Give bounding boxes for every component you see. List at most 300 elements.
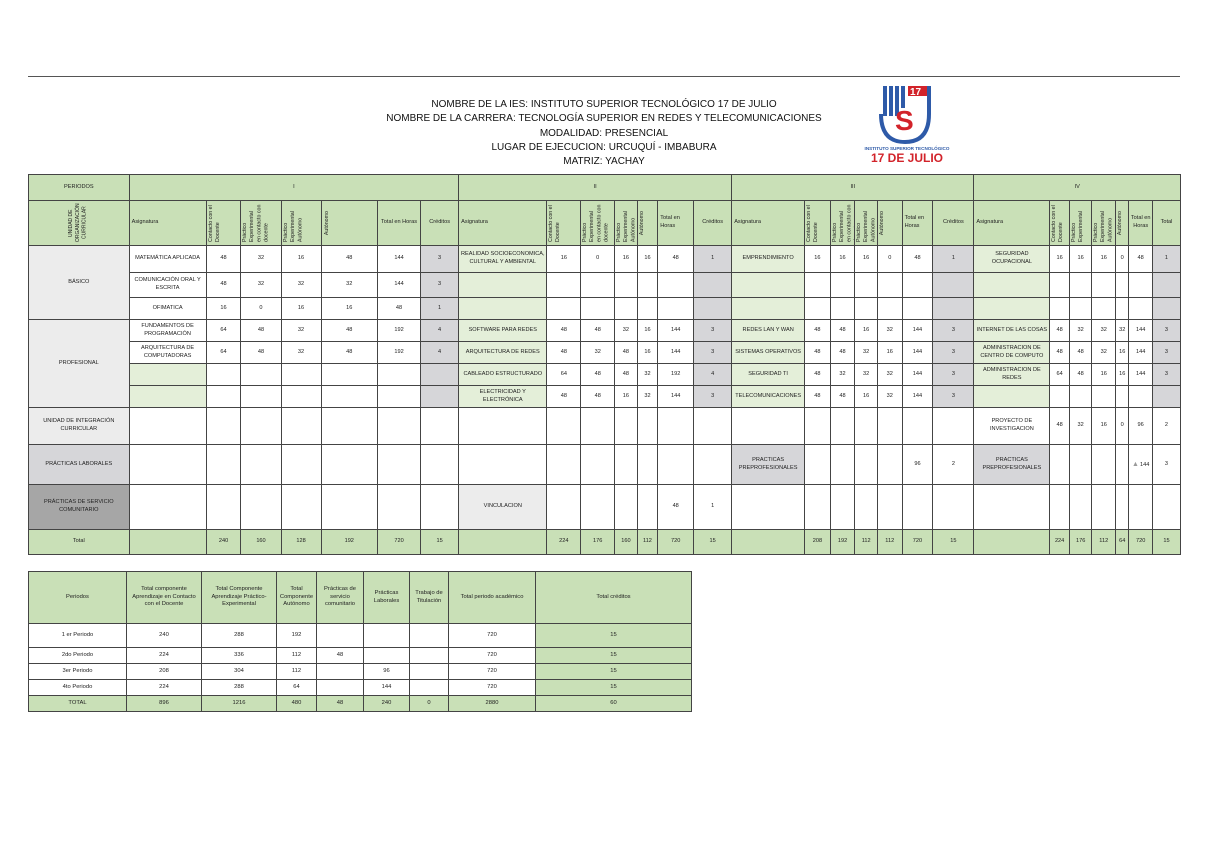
summary-cell: 15 [536, 648, 692, 664]
subject-cell: ADMINISTRACION DE CENTRO DE COMPUTO [974, 342, 1050, 364]
subject-cell: REDES LAN Y WAN [732, 320, 805, 342]
unit-practicas: PRÁCTICAS LABORALES [29, 445, 130, 485]
value-cell: 16 [615, 386, 638, 408]
total-cell: 160 [241, 530, 281, 555]
value-cell: 16 [1092, 364, 1116, 386]
subject-cell: COMUNICACIÓN ORAL Y ESCRITA [129, 273, 206, 298]
table-row [29, 485, 1181, 530]
value-cell: 48 [1069, 342, 1092, 364]
value-cell: 16 [281, 298, 321, 320]
value-cell: 192 [377, 342, 420, 364]
value-cell: 32 [241, 246, 281, 273]
subject-cell: REALIDAD SOCIOECONOMICA, CULTURAL Y AMBIENTAL [459, 246, 547, 273]
credit-cell: 3 [421, 273, 459, 298]
period-I: I [129, 175, 459, 201]
summary-cell: 15 [536, 664, 692, 680]
periods-row [29, 175, 1181, 201]
totals-row [29, 530, 1181, 555]
value-cell: 32 [877, 364, 902, 386]
value-cell: 144 [902, 320, 933, 342]
summary-cell: 2do Periodo [29, 648, 127, 664]
period-IV: IV [974, 175, 1181, 201]
total-cell: 112 [1092, 530, 1116, 555]
value-cell: 32 [637, 364, 658, 386]
summary-cell: 224 [127, 648, 202, 664]
col-creditos-3: Créditos [933, 201, 974, 246]
subject-cell: OFIMATICA [129, 298, 206, 320]
col-practico-3: Práctico Experimental en contacto con [831, 204, 853, 242]
empty-cell [459, 298, 547, 320]
col-asignatura-4: Asignatura [974, 201, 1050, 246]
value-cell: 16 [830, 246, 855, 273]
value-cell: 32 [281, 273, 321, 298]
summary-cell [317, 664, 364, 680]
summary-header: Total créditos [536, 572, 692, 624]
summary-cell: 720 [449, 624, 536, 648]
summary-cell: 112 [277, 648, 317, 664]
total-cell: 192 [830, 530, 855, 555]
summary-cell [410, 648, 449, 664]
total-cell: 240 [206, 530, 241, 555]
subject-cell: ELECTRICIDAD Y ELECTRÓNICA [459, 386, 547, 408]
summary-cell: 288 [202, 624, 277, 648]
total-cell: 192 [321, 530, 377, 555]
summary-cell: 720 [449, 680, 536, 696]
value-cell: 144 [1129, 342, 1153, 364]
total-cell: 112 [855, 530, 878, 555]
col-total-horas-3: Total en Horas [902, 201, 933, 246]
col-total-4: Total [1152, 201, 1180, 246]
top-rule [28, 76, 1180, 77]
col-practico-aut-1: Práctico Experimental Autónomo [282, 211, 303, 242]
value-cell: 32 [877, 320, 902, 342]
total-cell: 112 [637, 530, 658, 555]
subject-cell: PROYECTO DE INVESTIGACION [974, 408, 1050, 445]
total-cell: 112 [877, 530, 902, 555]
value-cell: 144 [658, 342, 694, 364]
credit-cell: 3 [694, 342, 732, 364]
subject-cell: PRACTICAS PREPROFESIONALES [732, 445, 805, 485]
value-cell: 48 [805, 386, 831, 408]
value-cell: 144 [1129, 364, 1153, 386]
summary-cell [317, 624, 364, 648]
summary-cell: 192 [277, 624, 317, 648]
col-autonomo-3: Autónomo [878, 210, 885, 236]
col-practico-1: Práctico Experimental en contacto con docente [242, 204, 270, 242]
credit-cell: 3 [1152, 320, 1180, 342]
credit-cell: 4 [421, 320, 459, 342]
value-cell: 48 [547, 320, 581, 342]
value-cell: 96 [1129, 408, 1153, 445]
summary-cell: 240 [127, 624, 202, 648]
empty-cell [974, 273, 1050, 298]
curricular-matrix-table [28, 174, 1181, 555]
summary-header: Periodos [29, 572, 127, 624]
subject-cell: SEGURIDAD OCUPACIONAL [974, 246, 1050, 273]
col-creditos-2: Créditos [694, 201, 732, 246]
total-cell: 720 [377, 530, 420, 555]
empty-cell [129, 386, 206, 408]
value-cell: 48 [241, 342, 281, 364]
summary-header-row [29, 572, 692, 624]
subject-cell: FUNDAMENTOS DE PROGRAMACIÓN [129, 320, 206, 342]
empty-cell [732, 298, 805, 320]
period-II: II [459, 175, 732, 201]
credit-cell: 3 [1152, 445, 1180, 485]
value-cell: 0 [1116, 408, 1129, 445]
summary-cell [364, 648, 410, 664]
value-cell: 32 [321, 273, 377, 298]
value-cell: 48 [206, 273, 241, 298]
table-row [29, 408, 1181, 445]
value-cell: 0 [877, 246, 902, 273]
credit-cell: 1 [421, 298, 459, 320]
summary-cell: 336 [202, 648, 277, 664]
subject-cell: TELECOMUNICACIONES [732, 386, 805, 408]
col-autonomo-2: Autónomo [638, 210, 645, 236]
summary-cell: 48 [317, 696, 364, 712]
column-header-row [29, 201, 1181, 246]
table-row [29, 342, 1181, 364]
header-line-matriz: MATRIZ: YACHAY [563, 156, 645, 168]
summary-cell [410, 680, 449, 696]
value-cell: 32 [281, 342, 321, 364]
col-contacto-2: Contacto con el Docente [548, 205, 562, 242]
value-cell: 16 [855, 246, 878, 273]
summary-cell: 720 [449, 648, 536, 664]
value-cell: 0 [1116, 246, 1129, 273]
summary-header: Total periodo académico [449, 572, 536, 624]
empty-cell [129, 364, 206, 386]
period-III: III [732, 175, 974, 201]
subject-cell: ADMINISTRACION DE REDES [974, 364, 1050, 386]
col-autonomo-4: Autónomo [1117, 210, 1124, 236]
value-cell: 16 [637, 320, 658, 342]
value-cell: 16 [281, 246, 321, 273]
credit-cell: 3 [933, 342, 974, 364]
value-cell: 48 [581, 320, 615, 342]
summary-cell [410, 624, 449, 648]
subject-cell: SEGURIDAD TI [732, 364, 805, 386]
value-cell: 32 [1092, 320, 1116, 342]
value-cell: 96 [902, 445, 933, 485]
summary-header: Total Componente Aprendizaje Práctico-Experimental [202, 572, 277, 624]
credit-cell: 1 [1152, 246, 1180, 273]
header-line-modalidad: MODALIDAD: PRESENCIAL [539, 127, 669, 139]
value-cell: 144 [377, 273, 420, 298]
table-row [29, 648, 692, 664]
col-practico-aut-2: Práctico Experimental Autónomo [616, 211, 637, 242]
summary-cell: 96 [364, 664, 410, 680]
value-cell: 16 [1116, 364, 1129, 386]
col-asignatura-2: Asignatura [459, 201, 547, 246]
subject-cell: SISTEMAS OPERATIVOS [732, 342, 805, 364]
value-cell: 144 [1129, 320, 1153, 342]
value-cell: 16 [877, 342, 902, 364]
table-row [29, 680, 692, 696]
value-text: 144 [1139, 461, 1150, 468]
document-header [330, 98, 878, 169]
summary-cell: 64 [277, 680, 317, 696]
summary-cell: 3er Periodo [29, 664, 127, 680]
value-cell: 16 [637, 342, 658, 364]
value-cell: 48 [830, 342, 855, 364]
summary-header: Prácticas Laborales [364, 572, 410, 624]
credit-cell: 3 [933, 364, 974, 386]
value-cell: 16 [1092, 246, 1116, 273]
credit-cell: 4 [694, 364, 732, 386]
table-row [29, 246, 1181, 273]
subject-cell: PRACTICAS PREPROFESIONALES [974, 445, 1050, 485]
table-row [29, 386, 1181, 408]
credit-cell: 3 [933, 320, 974, 342]
value-cell: 32 [241, 273, 281, 298]
table-row [29, 320, 1181, 342]
value-cell: 16 [321, 298, 377, 320]
col-contacto-1: Contacto con el Docente [207, 205, 221, 242]
summary-cell [364, 624, 410, 648]
unit-servicio: PRÁCTICAS DE SERVICIO COMUNITARIO [29, 485, 130, 530]
empty-cell [732, 273, 805, 298]
credit-cell: 2 [933, 445, 974, 485]
value-cell: 32 [1092, 342, 1116, 364]
table-row [29, 298, 1181, 320]
value-cell: 144 [377, 246, 420, 273]
col-practico-aut-4: Práctico Experimental Autónomo [1093, 211, 1114, 242]
value-cell: 48 [805, 342, 831, 364]
summary-cell: 896 [127, 696, 202, 712]
summary-cell: 304 [202, 664, 277, 680]
value-cell: 16 [615, 246, 638, 273]
value-cell: 48 [1050, 320, 1070, 342]
subject-cell: MATEMÁTICA APLICADA [129, 246, 206, 273]
value-cell: 32 [615, 320, 638, 342]
value-cell: 48 [547, 342, 581, 364]
total-cell: 720 [902, 530, 933, 555]
summary-cell: 48 [317, 648, 364, 664]
value-cell: 32 [637, 386, 658, 408]
summary-cell: 240 [364, 696, 410, 712]
empty-cell [459, 273, 547, 298]
col-asignatura-1: Asignatura [129, 201, 206, 246]
empty-cell [974, 386, 1050, 408]
value-cell: 16 [805, 246, 831, 273]
credit-cell: 2 [1152, 408, 1180, 445]
value-cell [1129, 445, 1153, 485]
value-cell: 32 [281, 320, 321, 342]
value-cell: 48 [615, 342, 638, 364]
table-row [29, 664, 692, 680]
value-cell: 16 [206, 298, 241, 320]
col-asignatura-3: Asignatura [732, 201, 805, 246]
credit-cell: 3 [1152, 364, 1180, 386]
credit-cell: 1 [933, 246, 974, 273]
value-cell: 48 [902, 246, 933, 273]
value-cell: 144 [902, 342, 933, 364]
credit-cell: 3 [1152, 342, 1180, 364]
summary-cell: 1216 [202, 696, 277, 712]
value-cell: 48 [658, 485, 694, 530]
value-cell: 48 [615, 364, 638, 386]
summary-cell: 288 [202, 680, 277, 696]
value-cell: 48 [805, 364, 831, 386]
summary-header: Total componente Aprendizaje en Contacto con el Docente [127, 572, 202, 624]
summary-header: Total Componente Autónomo [277, 572, 317, 624]
total-cell: 160 [615, 530, 638, 555]
logo-title: 17 DE JULIO [870, 151, 944, 165]
value-cell: 32 [855, 364, 878, 386]
summary-cell: 720 [449, 664, 536, 680]
total-cell: 224 [1050, 530, 1070, 555]
value-cell: 32 [1069, 320, 1092, 342]
summary-cell: 15 [536, 680, 692, 696]
summary-total-row [29, 696, 692, 712]
col-total-horas-4: Total en Horas [1129, 201, 1153, 246]
header-line-carrera: NOMBRE DE LA CARRERA: TECNOLOGÍA SUPERIOR EN REDES Y TELECOMUNICACIONES [386, 113, 822, 125]
unit-basico: BÁSICO [29, 246, 130, 320]
logo-number: 17 [910, 87, 922, 98]
summary-cell: TOTAL [29, 696, 127, 712]
credit-cell: 3 [421, 246, 459, 273]
summary-cell: 144 [364, 680, 410, 696]
header-line-lugar: LUGAR DE EJECUCION: URCUQUÍ - IMBABURA [491, 141, 717, 153]
col-total-horas-2: Total en Horas [658, 201, 694, 246]
col-contacto-4: Contacto con el Docente [1051, 205, 1065, 242]
value-cell: 0 [581, 246, 615, 273]
value-cell: 48 [1050, 408, 1070, 445]
value-cell: 48 [206, 246, 241, 273]
summary-cell: 60 [536, 696, 692, 712]
subject-cell: CABLEADO ESTRUCTURADO [459, 364, 547, 386]
value-cell: 16 [1069, 246, 1092, 273]
value-cell: 16 [855, 320, 878, 342]
col-contacto-3: Contacto con el Docente [806, 205, 820, 242]
summary-table [28, 571, 692, 712]
institute-logo [855, 84, 960, 166]
value-cell: 32 [1116, 320, 1129, 342]
col-creditos-1: Créditos [421, 201, 459, 246]
value-cell: 48 [658, 246, 694, 273]
value-cell: 192 [377, 320, 420, 342]
value-cell: 16 [855, 386, 878, 408]
value-cell: 16 [1116, 342, 1129, 364]
value-cell: 48 [321, 320, 377, 342]
subject-cell: EMPRENDIMIENTO [732, 246, 805, 273]
summary-header: Trabajo de Titulación [410, 572, 449, 624]
logo-subtitle: INSTITUTO SUPERIOR TECNOLÓGICO [864, 146, 950, 151]
unidad-label: UNIDAD DE ORGANIZACIÓN CURRICULAR [67, 203, 88, 243]
value-cell: 48 [547, 386, 581, 408]
value-cell: 48 [241, 320, 281, 342]
unit-profesional: PROFESIONAL [29, 320, 130, 408]
value-cell: 48 [581, 386, 615, 408]
credit-cell: 1 [694, 246, 732, 273]
summary-cell: 2880 [449, 696, 536, 712]
value-cell: 48 [1129, 246, 1153, 273]
total-cell: 224 [547, 530, 581, 555]
summary-cell [317, 680, 364, 696]
empty-cell [974, 298, 1050, 320]
subject-cell: SOFTWARE PARA REDES [459, 320, 547, 342]
value-cell: 144 [902, 364, 933, 386]
summary-cell: 112 [277, 664, 317, 680]
value-cell: 16 [1050, 246, 1070, 273]
value-cell: 64 [206, 320, 241, 342]
periodos-label: PERIODOS [29, 175, 130, 201]
total-cell: 176 [581, 530, 615, 555]
value-cell: 64 [547, 364, 581, 386]
total-cell: 176 [1069, 530, 1092, 555]
value-cell: 48 [321, 246, 377, 273]
total-cell: 720 [658, 530, 694, 555]
value-cell: 0 [241, 298, 281, 320]
col-practico-4: Práctico Experimental [1070, 211, 1084, 242]
value-cell: 32 [877, 386, 902, 408]
summary-cell: 1 er Periodo [29, 624, 127, 648]
col-practico-2: Práctico Experimental en contacto con docente [582, 204, 610, 242]
subject-cell: ARQUITECTURA DE REDES [459, 342, 547, 364]
credit-cell: 4 [421, 342, 459, 364]
value-cell: 144 [902, 386, 933, 408]
value-cell: 192 [658, 364, 694, 386]
value-cell: 144 [658, 320, 694, 342]
value-cell: 48 [581, 364, 615, 386]
credit-cell: 3 [694, 386, 732, 408]
summary-header: Prácticas de servicio comunitario [317, 572, 364, 624]
value-cell: 48 [321, 342, 377, 364]
summary-cell [410, 664, 449, 680]
total-cell: 15 [694, 530, 732, 555]
table-row [29, 364, 1181, 386]
summary-cell: 224 [127, 680, 202, 696]
col-autonomo-1: Autónomo [323, 210, 330, 236]
total-cell: 15 [421, 530, 459, 555]
value-cell: 48 [830, 386, 855, 408]
value-cell: 48 [1069, 364, 1092, 386]
value-cell: 16 [637, 246, 658, 273]
total-cell: 128 [281, 530, 321, 555]
summary-cell: 4to Periodo [29, 680, 127, 696]
total-cell: 208 [805, 530, 831, 555]
total-cell: 720 [1129, 530, 1153, 555]
total-cell: 15 [933, 530, 974, 555]
summary-cell: 15 [536, 624, 692, 648]
summary-cell: 480 [277, 696, 317, 712]
summary-cell: 208 [127, 664, 202, 680]
value-cell: 16 [1092, 408, 1116, 445]
credit-cell: 3 [933, 386, 974, 408]
value-cell: 32 [1069, 408, 1092, 445]
subject-cell: ARQUITECTURA DE COMPUTADORAS [129, 342, 206, 364]
value-cell: 16 [547, 246, 581, 273]
table-row [29, 624, 692, 648]
value-cell: 144 [658, 386, 694, 408]
unit-total: Total [29, 530, 130, 555]
subject-cell: INTERNET DE LAS COSAS [974, 320, 1050, 342]
total-cell: 15 [1152, 530, 1180, 555]
value-cell: 48 [1050, 342, 1070, 364]
unit-integracion: UNIDAD DE INTEGRACIÓN CURRICULAR [29, 408, 130, 445]
credit-cell: 3 [694, 320, 732, 342]
value-cell: 32 [855, 342, 878, 364]
value-cell: 32 [830, 364, 855, 386]
table-row [29, 273, 1181, 298]
value-cell: 32 [581, 342, 615, 364]
value-cell: 64 [1050, 364, 1070, 386]
total-cell: 64 [1116, 530, 1129, 555]
col-total-horas-1: Total en Horas [377, 201, 420, 246]
table-row [29, 445, 1181, 485]
